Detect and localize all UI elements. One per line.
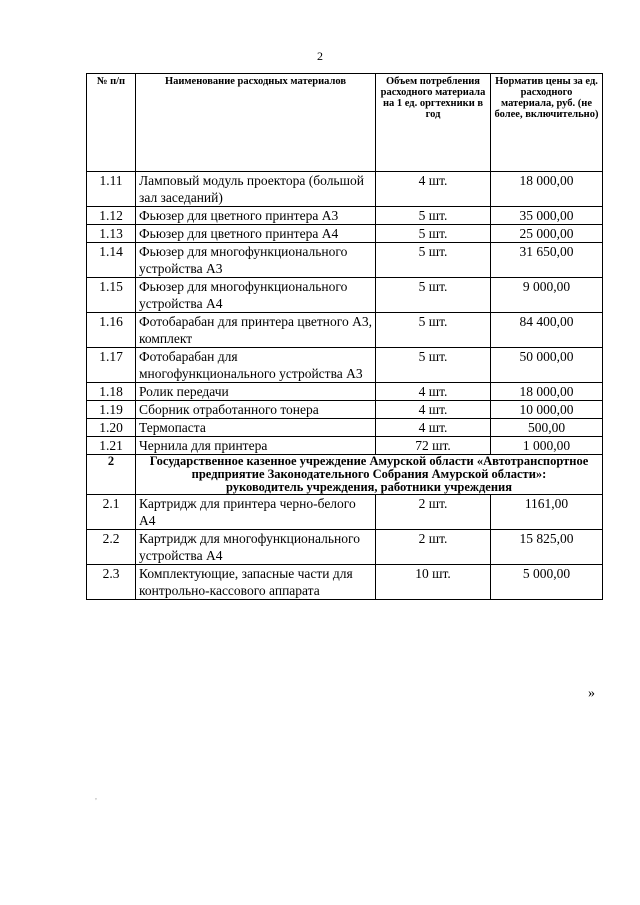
row-price: 15 825,00 (491, 530, 603, 565)
row-name: Комплектующие, запасные части для контрольно-кассового аппарата (136, 565, 376, 600)
row-price: 1161,00 (491, 495, 603, 530)
row-price: 31 650,00 (491, 243, 603, 278)
row-num: 2.2 (87, 530, 136, 565)
row-qty: 5 шт. (376, 225, 491, 243)
table-row (87, 225, 603, 243)
table-row (87, 530, 603, 565)
row-name: Фьюзер для многофункционального устройства А3 (136, 243, 376, 278)
row-num: 1.21 (87, 437, 136, 455)
row-price: 9 000,00 (491, 278, 603, 313)
header-price: Норматив цены за ед. расходного материала, руб. (не более, включительно) (491, 74, 603, 172)
group2-rows (87, 495, 603, 600)
group1-rows (87, 172, 603, 455)
row-num: 1.12 (87, 207, 136, 225)
consumables-norms-table (86, 73, 603, 600)
row-qty: 2 шт. (376, 530, 491, 565)
row-name: Чернила для принтера (136, 437, 376, 455)
row-price: 10 000,00 (491, 401, 603, 419)
table-row (87, 243, 603, 278)
row-name: Сборник отработанного тонера (136, 401, 376, 419)
table-row (87, 278, 603, 313)
row-qty: 4 шт. (376, 419, 491, 437)
table-header-row (87, 74, 603, 172)
row-price: 25 000,00 (491, 225, 603, 243)
row-num: 1.14 (87, 243, 136, 278)
table-row (87, 348, 603, 383)
table-row (87, 437, 603, 455)
row-price: 18 000,00 (491, 383, 603, 401)
row-name: Фьюзер для цветного принтера А4 (136, 225, 376, 243)
table-row (87, 401, 603, 419)
row-num: 2.3 (87, 565, 136, 600)
row-qty: 72 шт. (376, 437, 491, 455)
row-qty: 4 шт. (376, 401, 491, 419)
row-qty: 5 шт. (376, 348, 491, 383)
row-num: 1.16 (87, 313, 136, 348)
row-num: 1.20 (87, 419, 136, 437)
table-row (87, 207, 603, 225)
table-row (87, 565, 603, 600)
row-name: Ролик передачи (136, 383, 376, 401)
section-2-subtitle: руководитель учреждения, работники учреждения (225, 480, 513, 494)
page-number: 2 (317, 49, 323, 63)
row-num: 1.11 (87, 172, 136, 207)
row-num: 1.13 (87, 225, 136, 243)
table-row (87, 495, 603, 530)
row-num: 2.1 (87, 495, 136, 530)
row-price: 84 400,00 (491, 313, 603, 348)
row-qty: 10 шт. (376, 565, 491, 600)
row-price: 35 000,00 (491, 207, 603, 225)
table-row (87, 383, 603, 401)
row-num: 1.19 (87, 401, 136, 419)
section-2-num: 2 (87, 455, 136, 495)
row-name: Фьюзер для многофункционального устройства А4 (136, 278, 376, 313)
row-name: Ламповый модуль проектора (большой зал заседаний) (136, 172, 376, 207)
row-num: 1.15 (87, 278, 136, 313)
row-num: 1.17 (87, 348, 136, 383)
row-qty: 5 шт. (376, 313, 491, 348)
row-name: Картридж для принтера черно-белого А4 (136, 495, 376, 530)
row-price: 500,00 (491, 419, 603, 437)
section-2-title-cell (136, 455, 603, 495)
row-qty: 4 шт. (376, 383, 491, 401)
section-2-title: Государственное казенное учреждение Амурской области «Автотранспортное предприятие Законодательного Собрания Амурской области»: (149, 454, 589, 481)
row-qty: 5 шт. (376, 278, 491, 313)
table-row (87, 419, 603, 437)
row-price: 5 000,00 (491, 565, 603, 600)
table-row (87, 313, 603, 348)
closing-quote: » (588, 686, 595, 701)
header-volume: Объем потребления расходного материала на 1 ед. оргтехники в год (376, 74, 491, 172)
margin-dot: , (95, 792, 97, 801)
section-2-row (87, 455, 603, 495)
header-name: Наименование расходных материалов (136, 74, 376, 172)
row-qty: 4 шт. (376, 172, 491, 207)
row-name: Фотобарабан для многофункционального устройства А3 (136, 348, 376, 383)
row-qty: 2 шт. (376, 495, 491, 530)
row-qty: 5 шт. (376, 207, 491, 225)
row-price: 18 000,00 (491, 172, 603, 207)
header-num: № п/п (87, 74, 136, 172)
row-name: Термопаста (136, 419, 376, 437)
row-price: 50 000,00 (491, 348, 603, 383)
table-row (87, 172, 603, 207)
row-price: 1 000,00 (491, 437, 603, 455)
row-qty: 5 шт. (376, 243, 491, 278)
row-name: Картридж для многофункционального устройства А4 (136, 530, 376, 565)
row-name: Фотобарабан для принтера цветного А3, комплект (136, 313, 376, 348)
row-name: Фьюзер для цветного принтера А3 (136, 207, 376, 225)
row-num: 1.18 (87, 383, 136, 401)
